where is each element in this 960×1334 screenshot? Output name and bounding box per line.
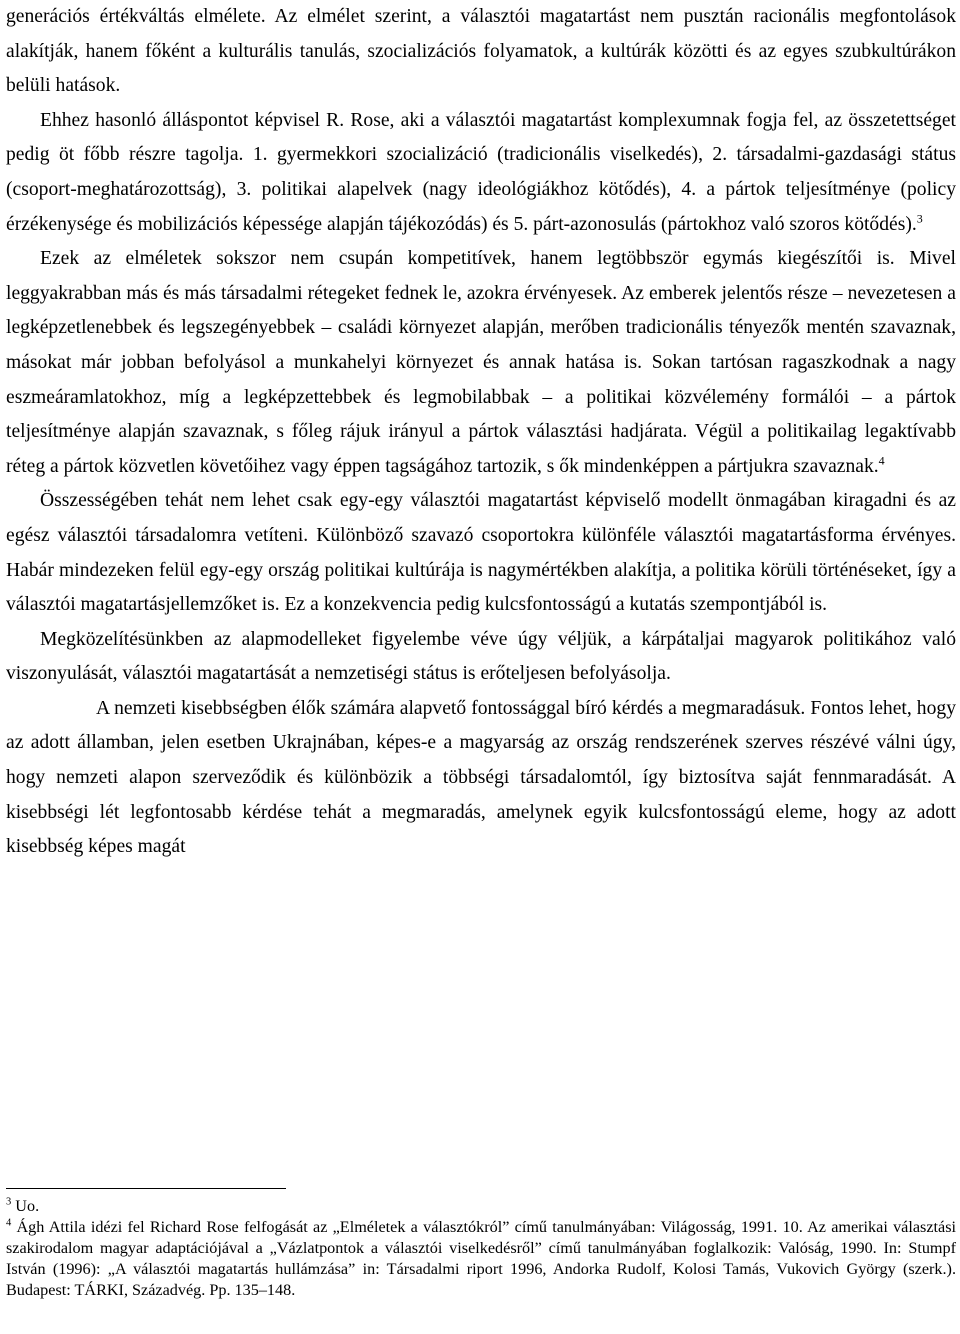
paragraph-p1 xyxy=(6,0,956,104)
footnote-text: Uo. xyxy=(11,1197,40,1215)
footnote-reference: 3 xyxy=(916,211,923,226)
paragraph-p4 xyxy=(6,484,956,622)
document-page xyxy=(6,0,956,1334)
footnote-fn4 xyxy=(6,1217,956,1301)
paragraph-p6 xyxy=(6,692,956,865)
footnote-reference: 4 xyxy=(878,453,885,468)
paragraph-p5 xyxy=(6,623,956,692)
footnotes xyxy=(6,1196,956,1301)
paragraph-text: Összességében tehát nem lehet csak egy-egy választói magatartást képviselő modellt önmagában kiragadni és az egész választói társadalomra vetíteni. Különböző szavazó csoportokra különféle választói magatartásforma érvényes. Habár mindezeken felül egy-egy ország politikai kultúrája is nagymértékben alakítja, a politika körüli történéseket, így a választói magatartásjellemzőket is. Ez a konzekvencia pedig kulcsfontosságú a kutatás szempontjából is. xyxy=(6,490,956,616)
footnote-fn3 xyxy=(6,1196,956,1217)
paragraph-text: Megközelítésünkben az alapmodelleket figyelembe véve úgy véljük, a kárpátaljai magyarok politikához való viszonyulását, választói magatartását a nemzetiségi státus is erőteljesen befolyásolja. xyxy=(6,628,956,685)
paragraph-text: generációs értékváltás elmélete. Az elmélet szerint, a választói magatartást nem pusztán racionális megfontolások alakítják, hanem főként a kulturális tanulás, szocializációs folyamatok, a kultúrák közötti és az egyes szubkultúrákon belüli hatások. xyxy=(6,6,956,97)
paragraph-text: A nemzeti kisebbségben élők számára alapvető fontossággal bíró kérdés a megmaradásuk. Fontos lehet, hogy az adott államban, jelen esetben Ukrajnában, képes-e a magyarság az ország rendszerének szerves részévé válni úgy, hogy nemzeti alapon szerveződik és különbözik a többségi társadalomtól, így biztosítva saját fennmaradását. A kisebbségi lét legfontosabb kérdése tehát a megmaradás, amelynek egyik kulcsfontosságú eleme, hogy az adott kisebbség képes magát xyxy=(6,697,956,858)
paragraph-text: Ehhez hasonló álláspontot képvisel R. Rose, aki a választói magatartást komplexumnak fogja fel, az összetettséget pedig öt főbb részre tagolja. 1. gyermekkori szocializáció (tradicionális viselkedés), 2. társadalmi-gazdasági státus (csoport-meghatározottság), 3. politikai alapelvek (nagy ideológiákhoz kötődés), 4. a pártok teljesítménye (policy érzékenysége és mobilizációs képessége alapján tájékozódás) és 5. párt-azonosulás (pártokhoz való szoros kötődés). xyxy=(6,109,956,235)
paragraph-p2 xyxy=(6,104,956,242)
body-text xyxy=(6,0,956,865)
footnote-number: 3 xyxy=(6,1196,12,1208)
footnote-text: Ágh Attila idézi fel Richard Rose felfogását az „Elméletek a választókról” című tanulmányában: Világosság, 1991. 10. Az amerikai választási szakirodalom magyar adaptációjával a „Vázlatpontok a választói viselkedésről” című tanulmányában foglalkozik: Valóság, 1990. In: Stumpf István (1996): „A választói magatartás hullámzása” in: Társadalmi riport 1996, Andorka Rudolf, Kolosi Tamás, Vukovich György (szerk.). Budapest: TÁRKI, Századvég. Pp. 135–148. xyxy=(6,1218,956,1299)
footnote-number: 4 xyxy=(6,1217,12,1229)
paragraph-p3 xyxy=(6,242,956,484)
paragraph-text: Ezek az elméletek sokszor nem csupán kompetitívek, hanem legtöbbször egymás kiegészítői is. Mivel leggyakrabban más és más társadalmi rétegeket fednek le, azokra érvényesek. Az emberek jelentős része – nevezetesen a legképzetlenebbek és legszegényebbek – családi környezet alapján, merőben tradicionális tényezők mentén szavaznak, másokat már jobban befolyásol a munkahelyi környezet és annak hatása is. Sokan tartósan ragaszkodnak a nagy eszmeáramlatokhoz, míg a legképzettebbek és legmobilabbak – a politikai közvélemény formálói – a pártok teljesítménye alapján szavaznak, s főleg rájuk irányul a pártok választási hadjárata. Végül a politikailag legaktívabb réteg a pártok közvetlen követőihez vagy éppen tagságához tartozik, s ők mindenképpen a pártjukra szavaznak. xyxy=(6,248,956,477)
footnote-separator xyxy=(6,1188,286,1189)
